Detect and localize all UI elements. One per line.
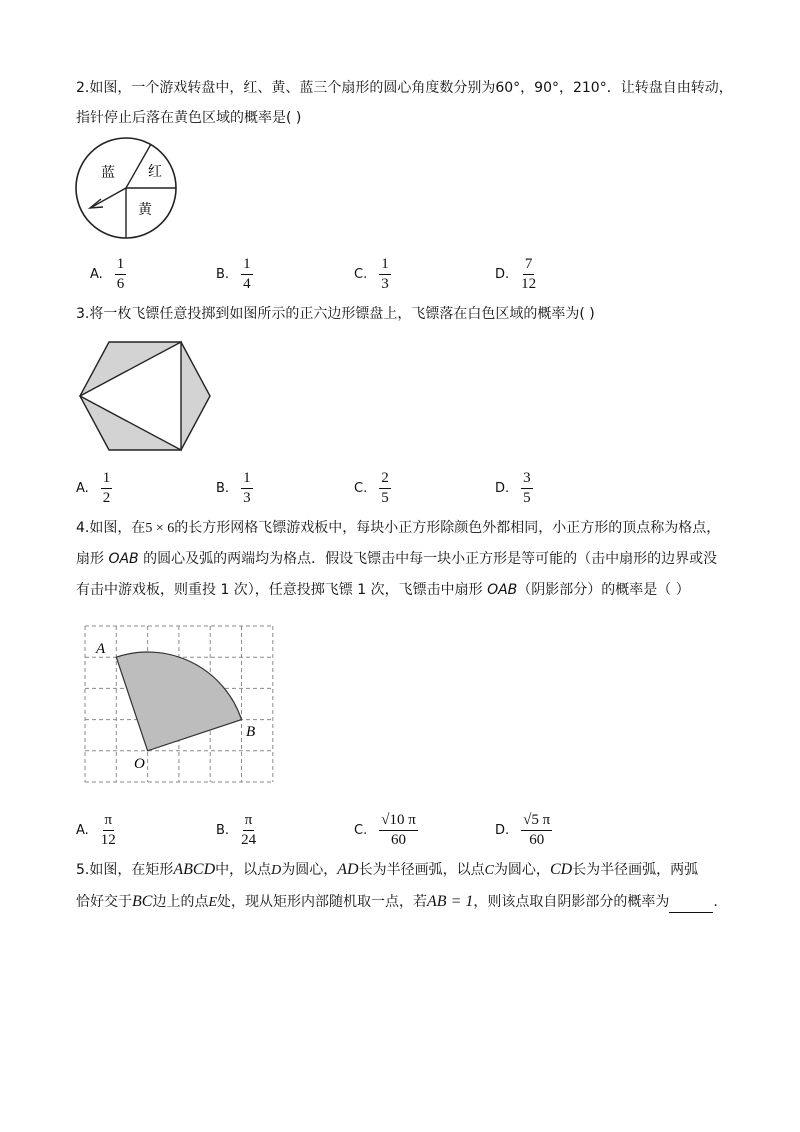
- q3-option-a[interactable]: A. $\frac{1}{2}$: [76, 470, 111, 506]
- q2-option-a[interactable]: A. $\frac{1}{6}$: [90, 256, 125, 292]
- q4-option-b[interactable]: B. $\frac{\pi}{24}$: [216, 812, 257, 848]
- q2-label-red: 红: [148, 164, 162, 180]
- q2-option-c[interactable]: C. $\frac{1}{3}$: [354, 256, 389, 292]
- q4-stem-line1: 4.如图，在5 × 6的长方形网格飞镖游戏板中，每块小正方形除颜色外都相同，小正方形的顶点称为格点，: [76, 520, 721, 536]
- q3-option-d[interactable]: D. $\frac{3}{5}$: [495, 470, 531, 506]
- q5-answer-blank[interactable]: [669, 898, 713, 913]
- q3-option-c[interactable]: C. $\frac{2}{5}$: [354, 470, 389, 506]
- q2-label-blue: 蓝: [101, 165, 115, 181]
- q2-option-b[interactable]: B. $\frac{1}{4}$: [216, 256, 251, 292]
- q4-stem-line2: 扇形 OAB 的圆心及弧的两端均为格点．假设飞镖击中每一块小正方形是等可能的（击中扇形的边界或没: [76, 551, 718, 567]
- q4-option-a[interactable]: A. $\frac{\pi}{12}$: [76, 812, 116, 848]
- q4-point-o: O: [134, 756, 145, 772]
- q2-stem-line2: 指针停止后落在黄色区域的概率是( ): [76, 110, 302, 126]
- q4-grid-figure: [80, 622, 280, 788]
- q2-spinner-figure: [74, 134, 180, 242]
- q4-point-a: A: [96, 641, 106, 657]
- q2-option-d[interactable]: D. $\frac{7}{12}$: [495, 256, 537, 292]
- q3-option-b[interactable]: B. $\frac{1}{3}$: [216, 470, 251, 506]
- q3-stem: 3.将一枚飞镖任意投掷到如图所示的正六边形镖盘上，飞镖落在白色区域的概率为( ): [76, 306, 595, 322]
- q5-stem-line1: 5.如图，在矩形ABCD中，以点D为圆心，AD长为半径画弧，以点C为圆心，CD长为半径画弧，两弧: [76, 861, 699, 878]
- q4-point-b: B: [246, 724, 256, 740]
- q5-stem-line2: 恰好交于BC边上的点E处，现从矩形内部随机取一点，若AB = 1，则该点取自阴影部分的概率为 .: [76, 892, 718, 913]
- q4-option-c[interactable]: C. $\frac{√10 \pi}{60}$: [354, 812, 416, 848]
- q3-hexagon-figure: [78, 340, 214, 452]
- q4-stem-line3: 有击中游戏板，则重投 1 次），任意投掷飞镖 1 次，飞镖击中扇形 OAB（阴影部分）的概率是（ ）: [76, 582, 690, 598]
- q4-option-d[interactable]: D. $\frac{√5 \pi}{60}$: [495, 812, 551, 848]
- q2-label-yellow: 黄: [138, 202, 152, 218]
- q2-stem-line1: 2.如图，一个游戏转盘中，红、黄、蓝三个扇形的圆心角度数分别为60°，90°，210°．让转盘自由转动，: [76, 80, 733, 96]
